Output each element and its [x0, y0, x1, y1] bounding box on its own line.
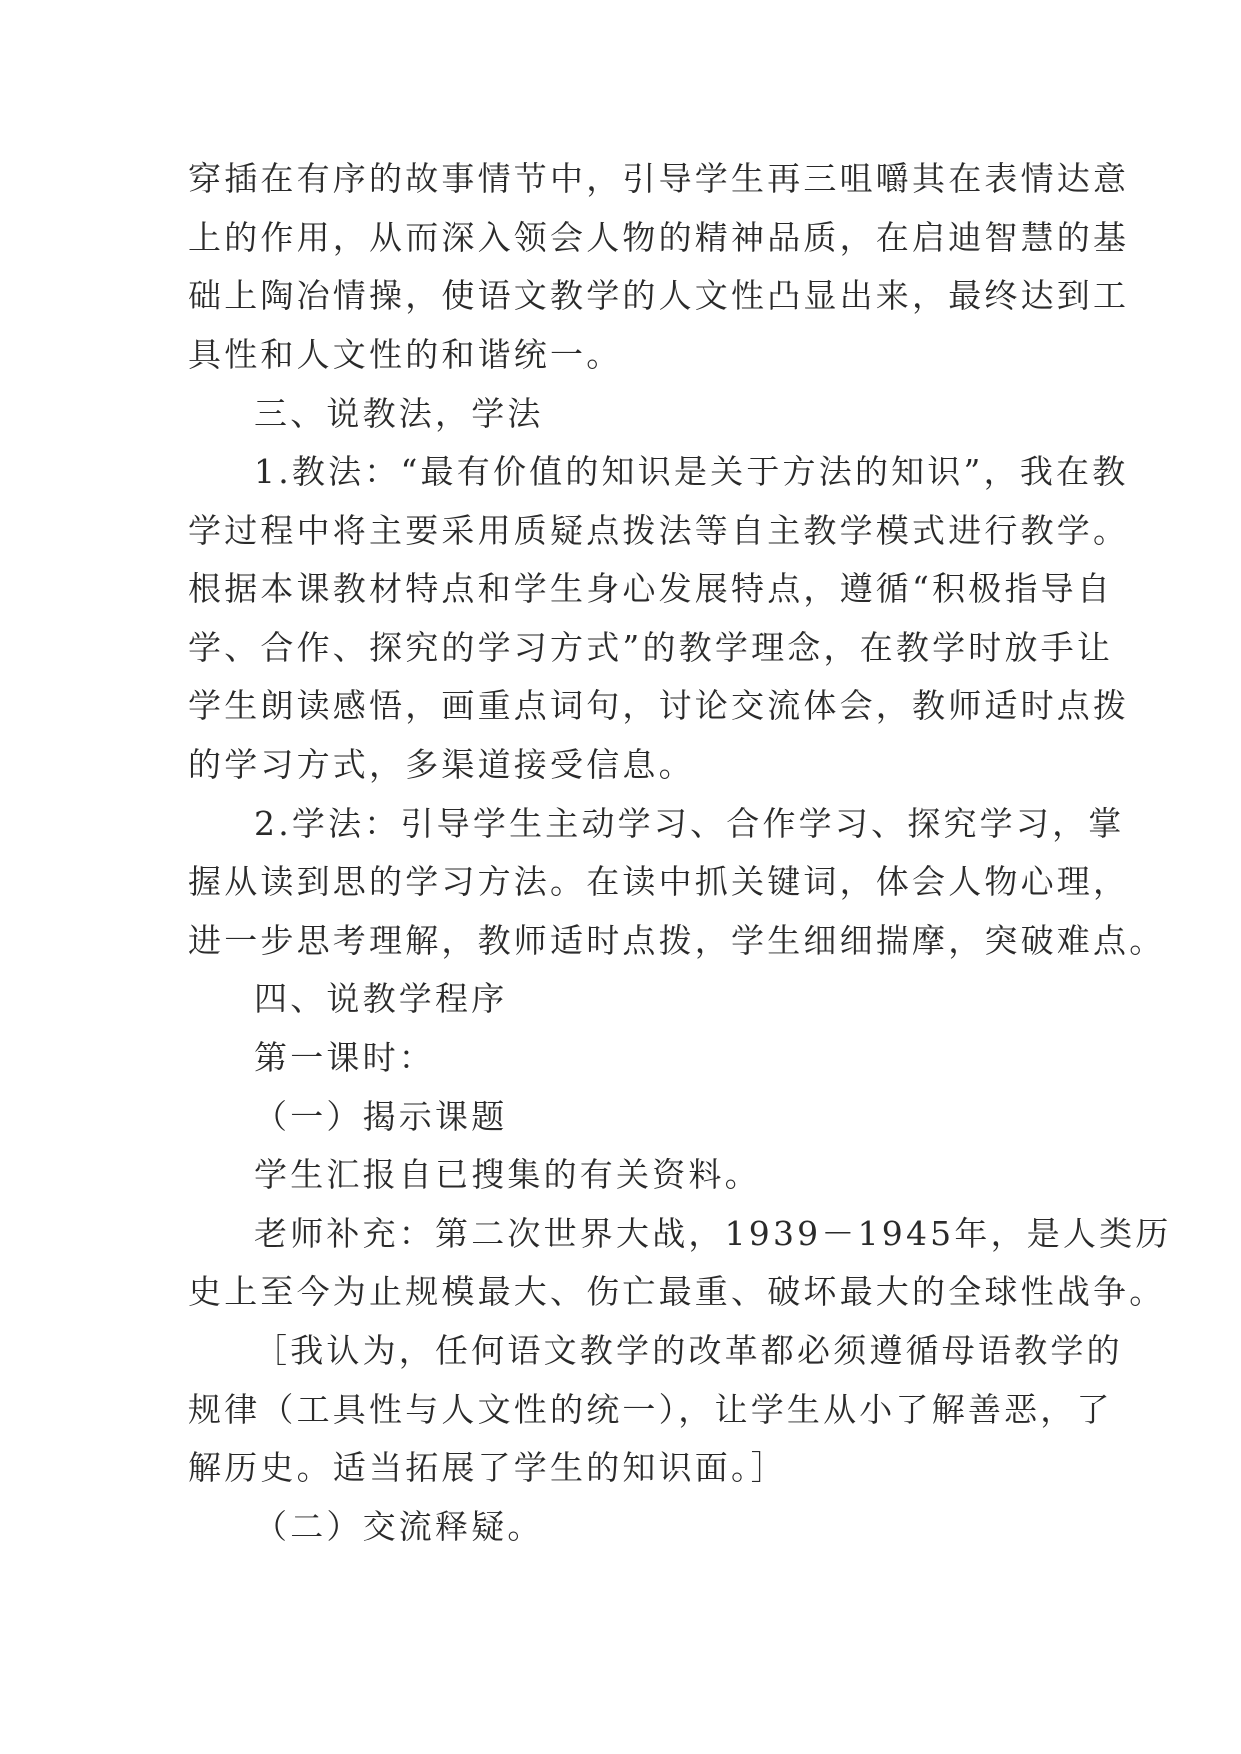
text-line: 第一课时： — [254, 1038, 435, 1077]
text-line: 进一步思考理解，教师适时点拨，学生细细揣摩，突破难点。 — [188, 921, 1166, 960]
text-line: 解历史。适当拓展了学生的知识面。］ — [188, 1448, 787, 1487]
subsection-heading: （一）揭示课题 — [254, 1097, 508, 1136]
text-line: 上的作用，从而深入领会人物的精神品质，在启迪智慧的基 — [188, 218, 1130, 257]
text-line: 根据本课教材特点和学生身心发展特点，遵循“积极指导自 — [188, 569, 1114, 608]
text-line: 规律（工具性与人文性的统一），让学生从小了解善恶，了 — [188, 1390, 1113, 1429]
text-line: 1.教法：“最有价值的知识是关于方法的知识”，我在教 — [254, 452, 1129, 491]
subsection-heading: （二）交流释疑。 — [254, 1507, 544, 1546]
text-line: 史上至今为止规模最大、伤亡最重、破坏最大的全球性战争。 — [188, 1272, 1166, 1311]
text-line: 学生朗读感悟，画重点词句，讨论交流体会，教师适时点拨 — [188, 686, 1130, 725]
text-line: 础上陶冶情操，使语文教学的人文性凸显出来，最终达到工 — [188, 276, 1130, 315]
section-heading: 四、说教学程序 — [254, 979, 508, 1018]
text-line: 学生汇报自已搜集的有关资料。 — [254, 1155, 761, 1194]
text-line: 老师补充：第二次世界大战，1939－1945年，是人类历 — [254, 1214, 1172, 1253]
text-line: 具性和人文性的和谐统一。 — [188, 335, 623, 374]
text-line: 握从读到思的学习方法。在读中抓关键词，体会人物心理， — [188, 862, 1130, 901]
text-line: 学、合作、探究的学习方式”的教学理念，在教学时放手让 — [188, 628, 1114, 667]
text-line: 的学习方式，多渠道接受信息。 — [188, 745, 695, 784]
section-heading: 三、说教法，学法 — [254, 394, 544, 433]
text-line: 穿插在有序的故事情节中，引导学生再三咀嚼其在表情达意 — [188, 159, 1130, 198]
text-line: 学过程中将主要采用质疑点拨法等自主教学模式进行教学。 — [188, 511, 1130, 550]
text-line: 2.学法：引导学生主动学习、合作学习、探究学习，掌 — [254, 804, 1125, 843]
text-line: ［我认为，任何语文教学的改革都必须遵循母语教学的 — [254, 1331, 1123, 1370]
